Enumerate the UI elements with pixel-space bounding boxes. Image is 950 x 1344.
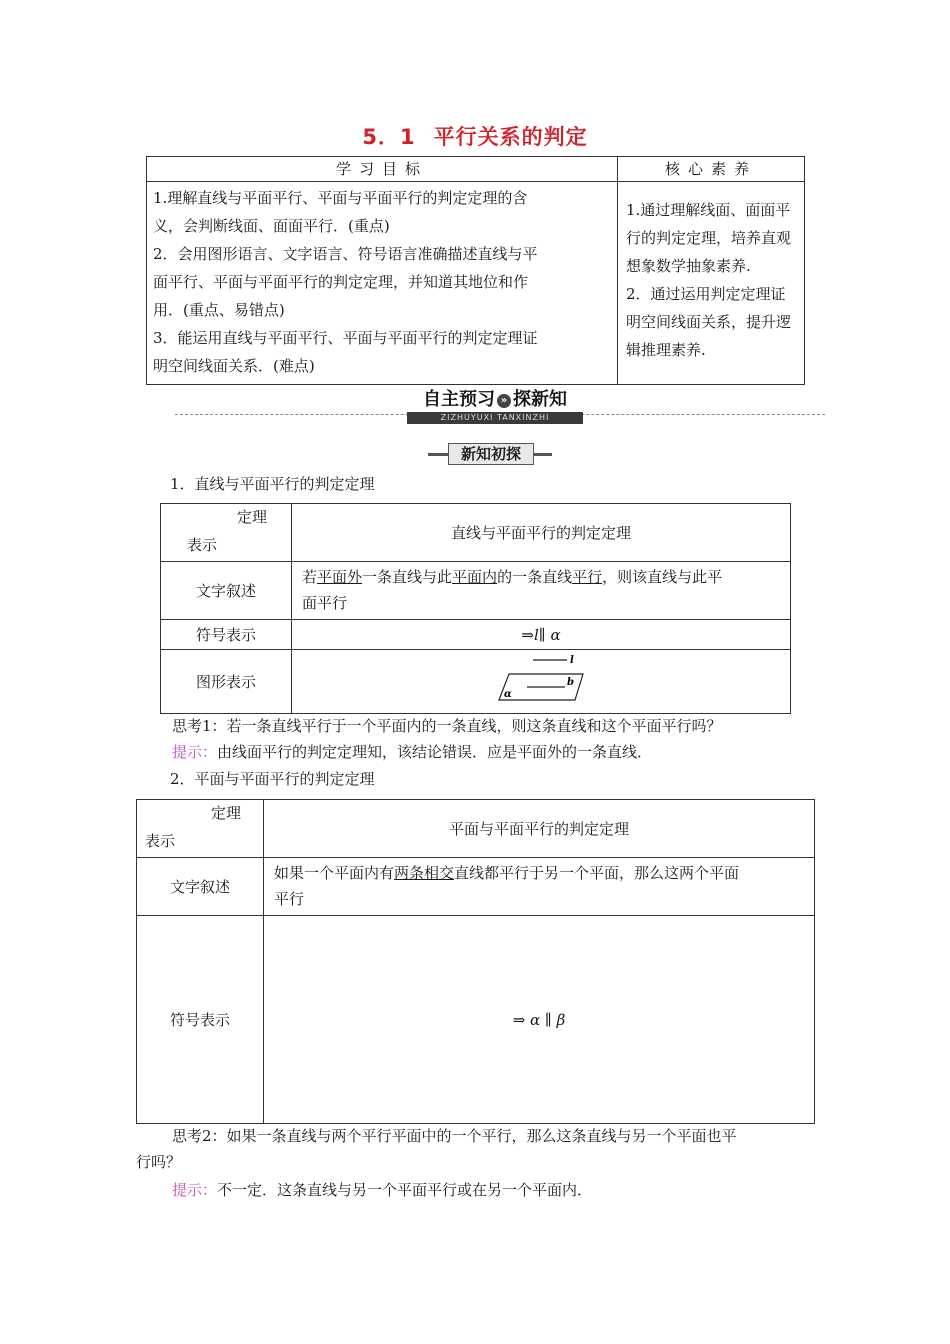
- goal-line: 3．能运用直线与平面平行、平面与平面平行的判定定理证: [153, 329, 538, 347]
- corner-cell: [137, 800, 264, 858]
- literacy-line: 想象数学抽象素养.: [626, 257, 751, 275]
- section-title: 平行关系的判定: [433, 125, 588, 149]
- line-plane-theorem-table: [160, 503, 791, 714]
- corner-top: 定理: [236, 508, 267, 526]
- goal-line: 明空间线面关系．(难点): [153, 357, 315, 375]
- row-label-symbol: 符号表示: [137, 916, 264, 1124]
- symbol-value: ⇒l∥ α: [292, 620, 791, 650]
- column-header: 平面与平面平行的判定定理: [264, 800, 815, 858]
- think1-question: 思考1：若一条直线平行于一个平面内的一条直线，则这条直线和这个平面平行吗？: [172, 717, 722, 735]
- literacy-line: 辑推理素养.: [626, 341, 706, 359]
- literacy-line: 1.通过理解线面、面面平: [626, 201, 791, 219]
- literacy-line: 明空间线面关系，提升逻: [626, 313, 792, 331]
- badge-label: 新知初探: [448, 443, 534, 465]
- goals-left-cell: [147, 182, 618, 385]
- plane-line-diagram: [491, 652, 591, 708]
- hint-label: 提示：: [172, 743, 218, 761]
- label-l: l: [570, 654, 574, 666]
- statement-part: ，则该直线与此平: [602, 568, 723, 586]
- hint-text: 由线面平行的判定定理知，该结论错误．应是平面外的一条直线．: [217, 743, 653, 761]
- think2-question-line2: 行吗？: [136, 1153, 182, 1171]
- goal-line: 面平行、平面与平面平行的判定定理，并知道其地位和作: [153, 273, 529, 291]
- statement-part: 的一条直线: [497, 568, 573, 586]
- blank-two-intersecting: 两条相交: [394, 864, 455, 882]
- corner-top: 定理: [210, 804, 241, 822]
- statement-part: 面平行: [302, 594, 348, 612]
- goals-header-right: 核心素养: [618, 157, 805, 182]
- goals-header-left: 学习目标: [147, 157, 618, 182]
- row-label-symbol: 符号表示: [161, 620, 292, 650]
- banner-title: [400, 388, 590, 412]
- goal-line: 义，会判断线面、面面平行．(重点): [153, 217, 390, 235]
- symbol-value: ⇒ α ∥ β: [264, 916, 815, 1124]
- goal-line: 用．(重点、易错点): [153, 301, 285, 319]
- corner-bottom: 表示: [187, 536, 218, 554]
- section-number: 5．1: [362, 125, 416, 149]
- row-label-figure: 图形表示: [161, 650, 292, 714]
- think2-hint: [172, 1178, 592, 1202]
- goal-line: 2．会用图形语言、文字语言、符号语言准确描述直线与平: [153, 245, 538, 263]
- statement-part: 一条直线与此: [362, 568, 453, 586]
- label-b: b: [567, 676, 574, 688]
- goal-line: 1.理解直线与平面平行、平面与平面平行的判定定理的含: [153, 189, 528, 207]
- statement-cell: [264, 858, 815, 916]
- goals-right-cell: [618, 182, 805, 385]
- page-title: [0, 121, 950, 151]
- plane-plane-theorem-table: [136, 799, 815, 1124]
- banner-right: 探新知: [513, 389, 567, 410]
- row-label-text: 文字叙述: [137, 858, 264, 916]
- goals-table: [146, 156, 805, 385]
- statement-part: 如果一个平面内有: [274, 864, 395, 882]
- banner-left: 自主预习: [423, 389, 495, 410]
- subsection-badge: [428, 443, 552, 465]
- literacy-line: 行的判定定理，培养直观: [626, 229, 792, 247]
- label-alpha: α: [504, 688, 512, 700]
- statement-part: 平行: [274, 890, 305, 908]
- section-banner: [175, 388, 825, 428]
- literacy-line: 2．通过运用判定定理证: [626, 285, 786, 303]
- hint-label: 提示：: [172, 1181, 218, 1199]
- blank-outside-plane: 平面外: [317, 568, 363, 586]
- row-label-text: 文字叙述: [161, 562, 292, 620]
- banner-subtitle: ZIZHUYUXI TANXINZHI: [407, 412, 583, 424]
- figure-cell: [292, 650, 791, 714]
- statement-cell: [292, 562, 791, 620]
- corner-cell: [161, 504, 292, 562]
- statement-part: 直线都平行于另一个平面，那么这两个平面: [454, 864, 740, 882]
- think1-hint: [172, 740, 652, 764]
- section1-heading: 1．直线与平面平行的判定定理: [170, 475, 375, 493]
- think2-question-line1: 思考2：如果一条直线与两个平行平面中的一个平行，那么这条直线与另一个平面也平: [172, 1127, 737, 1145]
- arrow-icon: »: [497, 394, 511, 408]
- hint-text: 不一定．这条直线与另一个平面平行或在另一个平面内．: [217, 1181, 593, 1199]
- column-header: 直线与平面平行的判定定理: [292, 504, 791, 562]
- blank-in-plane: 平面内: [452, 568, 498, 586]
- corner-bottom: 表示: [145, 832, 176, 850]
- section2-heading: 2．平面与平面平行的判定定理: [170, 770, 375, 788]
- statement-part: 若: [302, 568, 318, 586]
- blank-parallel: 平行: [572, 568, 603, 586]
